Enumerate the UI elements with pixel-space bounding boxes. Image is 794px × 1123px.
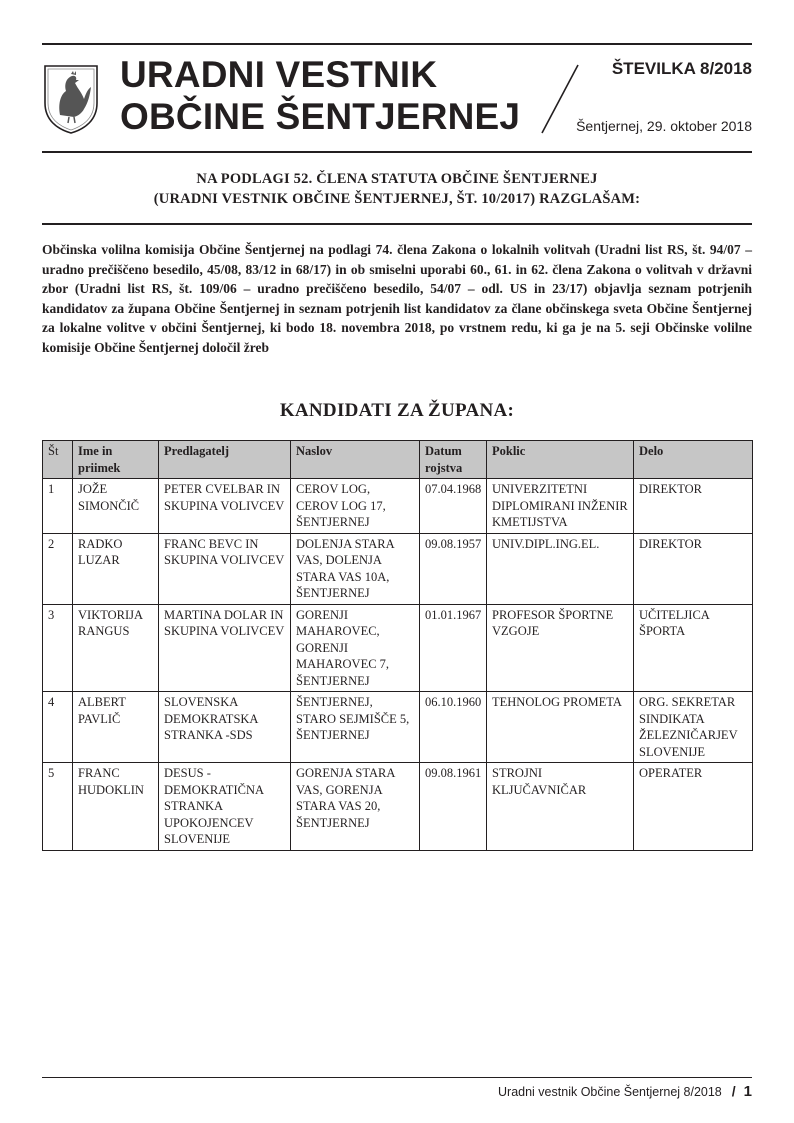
cell-address: GORENJA STARA VAS, GORENJA STARA VAS 20, ŠENTJERNEJ <box>291 763 420 851</box>
issue-number: ŠTEVILKA 8/2018 <box>611 59 752 78</box>
header-number: Št <box>43 441 73 479</box>
cell-number: 4 <box>43 692 73 763</box>
cell-occupation: OPERATER <box>634 763 753 851</box>
candidates-table <box>42 440 753 851</box>
table-row <box>43 533 753 604</box>
title-line-1: URADNI VESTNIK <box>120 54 438 95</box>
table-row <box>43 604 753 692</box>
cell-profession: UNIVERZITETNI DIPLOMIRANI INŽENIR KMETIJSTVA <box>487 479 634 534</box>
cell-occupation: DIREKTOR <box>634 479 753 534</box>
title-line-2: OBČINE ŠENTJERNEJ <box>120 96 521 137</box>
cell-proposer: SLOVENSKA DEMOKRATSKA STRANKA -SDS <box>159 692 291 763</box>
cell-proposer: PETER CVELBAR IN SKUPINA VOLIVCEV <box>159 479 291 534</box>
cell-proposer: MARTINA DOLAR IN SKUPINA VOLIVCEV <box>159 604 291 692</box>
cell-occupation: DIREKTOR <box>634 533 753 604</box>
cell-name: ALBERT PAVLIČ <box>73 692 159 763</box>
cell-name: RADKO LUZAR <box>73 533 159 604</box>
coat-of-arms-icon <box>42 63 100 135</box>
top-rule <box>42 43 752 45</box>
cell-number: 1 <box>43 479 73 534</box>
cell-proposer: FRANC BEVC IN SKUPINA VOLIVCEV <box>159 533 291 604</box>
cell-profession: PROFESOR ŠPORTNE VZGOJE <box>487 604 634 692</box>
header-profession: Poklic <box>487 441 634 479</box>
table-row <box>43 763 753 851</box>
issue-date: Šentjernej, 29. oktober 2018 <box>576 118 752 134</box>
cell-birth-date: 06.10.1960 <box>420 692 487 763</box>
table-row <box>43 479 753 534</box>
page-number: 1 <box>743 1083 752 1100</box>
cell-profession: UNIV.DIPL.ING.EL. <box>487 533 634 604</box>
cell-birth-date: 09.08.1961 <box>420 763 487 851</box>
proclamation-line-2: (URADNI VESTNIK OBČINE ŠENTJERNEJ, ŠT. 10/2017) RAZGLAŠAM: <box>153 191 641 207</box>
page-footer <box>498 1083 752 1100</box>
footer-rule <box>42 1077 752 1078</box>
proclamation-line-1: NA PODLAGI 52. ČLENA STATUTA OBČINE ŠENTJERNEJ <box>196 171 598 187</box>
section-title: KANDIDATI ZA ŽUPANA: <box>279 400 515 421</box>
cell-proposer: DESUS - DEMOKRATIČNA STRANKA UPOKOJENCEV SLOVENIJE <box>159 763 291 851</box>
cell-number: 5 <box>43 763 73 851</box>
header-name: Ime in priimek <box>73 441 159 479</box>
header-address: Naslov <box>291 441 420 479</box>
cell-birth-date: 07.04.1968 <box>420 479 487 534</box>
cell-occupation: UČITELJICA ŠPORTA <box>634 604 753 692</box>
cell-address: GORENJI MAHAROVEC, GORENJI MAHAROVEC 7, ŠENTJERNEJ <box>291 604 420 692</box>
cell-number: 2 <box>43 533 73 604</box>
cell-name: FRANC HUDOKLIN <box>73 763 159 851</box>
proclamation <box>42 169 752 209</box>
cell-profession: STROJNI KLJUČAVNIČAR <box>487 763 634 851</box>
cell-occupation: ORG. SEKRETAR SINDIKATA ŽELEZNIČARJEV SLOVENIJE <box>634 692 753 763</box>
cell-number: 3 <box>43 604 73 692</box>
cell-address: CEROV LOG, CEROV LOG 17, ŠENTJERNEJ <box>291 479 420 534</box>
cell-birth-date: 09.08.1957 <box>420 533 487 604</box>
cell-birth-date: 01.01.1967 <box>420 604 487 692</box>
header-birth-date: Datum rojstva <box>420 441 487 479</box>
header-rule <box>42 151 752 153</box>
table-header-row <box>43 441 753 479</box>
footer-publication: Uradni vestnik Občine Šentjernej 8/2018 <box>498 1085 722 1099</box>
publication-title <box>120 54 520 138</box>
footer-separator: / <box>731 1083 736 1099</box>
proclamation-rule <box>42 223 752 225</box>
cell-profession: TEHNOLOG PROMETA <box>487 692 634 763</box>
cell-name: JOŽE SIMONČIČ <box>73 479 159 534</box>
header-proposer: Predlagatelj <box>159 441 291 479</box>
cell-address: ŠENTJERNEJ, STARO SEJMIŠČE 5, ŠENTJERNEJ <box>291 692 420 763</box>
intro-paragraph: Občinska volilna komisija Občine Šentjernej na podlagi 74. člena Zakona o lokalnih volitvah (Uradni list RS, št. 94/07 – uradno prečiščeno besedilo, 45/08, 83/12 in 68/17) in ob smiselni uporabi 60., 61. in 62. člena Zakona o volitvah v državni zbor (Uradni list RS, št. 109/06 – uradno prečiščeno besedilo, 54/07 – odl. US in 23/17) objavlja seznam potrjenih kandidatov za župana Občine Šentjernej in seznam potrjenih list kandidatov za člane občinskega sveta Občine Šentjernej za lokalne volitve v občini Šentjernej, ki bodo 18. novembra 2018, po vrstnem redu, ki ga je na 5. seji Občinske volilne komisije Občine Šentjernej določil žreb <box>42 242 752 355</box>
header-occupation: Delo <box>634 441 753 479</box>
cell-name: VIKTORIJA RANGUS <box>73 604 159 692</box>
table-row <box>43 692 753 763</box>
cell-address: DOLENJA STARA VAS, DOLENJA STARA VAS 10A, ŠENTJERNEJ <box>291 533 420 604</box>
